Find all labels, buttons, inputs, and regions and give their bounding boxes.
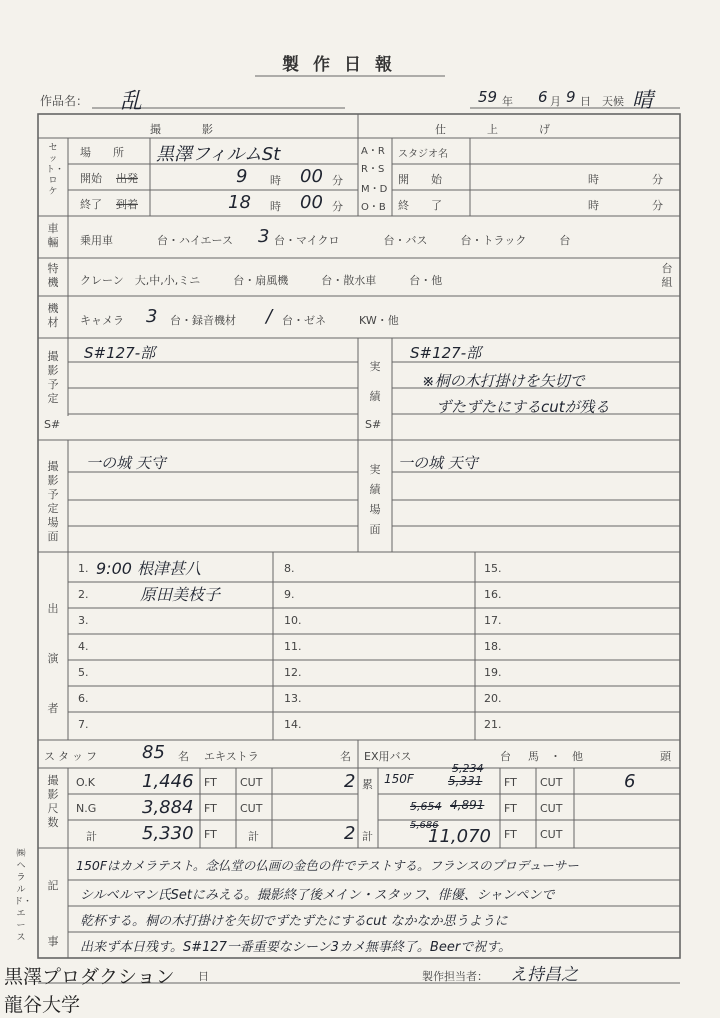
cumulative-total-label: 計 xyxy=(362,830,373,843)
end-label: 終了 xyxy=(80,198,102,211)
date-year-unit: 年 xyxy=(502,95,513,108)
notes-line-4: 出来ず本日残す。S#127一番重要なシーン3カメ無事終了。Beerで祝す。 xyxy=(80,940,512,955)
total-ft-unit: FT xyxy=(204,828,217,841)
set-location-label: セット・ロケ xyxy=(46,143,65,197)
cast-slot-17: 17. xyxy=(484,614,502,627)
end-hour: 18 xyxy=(228,192,251,213)
notes-label: 記事 xyxy=(47,879,59,948)
ok-ft-unit: FT xyxy=(204,776,217,789)
cast-slot-7: 7. xyxy=(78,718,89,731)
staff-unit: 名 xyxy=(178,750,189,763)
cast-slot-18: 18. xyxy=(484,640,502,653)
actual-scene-prefix: S# xyxy=(365,418,382,431)
start-label: 開始 xyxy=(80,172,102,185)
vehicles-label: 車輛 xyxy=(47,222,59,249)
cast-slot-16: 16. xyxy=(484,588,502,601)
code-rs: R・S xyxy=(361,164,385,175)
date-year: 59 xyxy=(478,88,498,106)
company-name-1: 黒澤プロダクション xyxy=(4,966,175,988)
printer-mark: ㈱ヘラルド・エース xyxy=(14,849,33,943)
cast-slot-21: 21. xyxy=(484,718,502,731)
notes-line-1: 150Fはカメラテスト。念仏堂の仏画の金色の件でテストする。フランスのプロデューサー xyxy=(76,858,579,873)
cumulative-ok-cut-label: CUT xyxy=(540,776,563,789)
cumulative-cut-count: 6 xyxy=(624,771,636,792)
date-month: 6 xyxy=(538,88,548,106)
cast-slot-9: 9. xyxy=(284,588,295,601)
plan-scene-value: 一の城 天守 xyxy=(86,454,166,472)
actual-label: 実績 xyxy=(369,360,381,403)
cast-slot-15: 15. xyxy=(484,562,502,575)
cast-slot-12: 12. xyxy=(284,666,302,679)
plan-value: S#127-部 xyxy=(84,344,156,362)
cast-slot-19: 19. xyxy=(484,666,502,679)
form-title: 製作日報 xyxy=(282,55,406,75)
cumulative-ng-ft-unit: FT xyxy=(504,802,517,815)
cast-slot-2: 2. xyxy=(78,588,89,601)
cast-slot-10: 10. xyxy=(284,614,302,627)
ng-footage: 3,884 xyxy=(142,797,194,818)
hiace-count: 3 xyxy=(258,226,270,247)
footer-date-hint: 日 xyxy=(198,970,209,983)
manager-value: え持昌之 xyxy=(510,965,578,985)
cast-slot-20: 20. xyxy=(484,692,502,705)
ng-cut-label: CUT xyxy=(240,802,263,815)
vehicles-text-b: 台・マイクロ 台・バス 台・トラック 台 xyxy=(274,234,571,247)
cast-slot-11: 11. xyxy=(284,640,302,653)
special-equipment-label: 特機 xyxy=(47,262,59,289)
cast-slot-5: 5. xyxy=(78,666,89,679)
plan-label: 撮影予定 xyxy=(47,350,59,405)
ng-label: N.G xyxy=(76,802,97,815)
total-cut-label: 計 xyxy=(248,830,259,843)
start-hour: 9 xyxy=(236,166,248,187)
work-name-value: 乱 xyxy=(120,89,143,114)
weather-label: 天候 xyxy=(602,95,624,108)
finish-header: 仕 上 げ xyxy=(435,123,552,136)
cast-entry-2: 原田美枝子 xyxy=(140,585,221,604)
place-label: 場 所 xyxy=(80,146,124,159)
horse-label: 馬 ・ 他 xyxy=(528,750,583,763)
date-day: 9 xyxy=(566,88,576,106)
staff-count: 85 xyxy=(142,742,165,763)
film-label: 撮影尺数 xyxy=(47,774,59,829)
start-hour-unit: 時 xyxy=(270,174,281,187)
notes-line-2: シルベルマン氏Setにみえる。撮影終了後メイン・スタッフ、俳優、シャンペンで xyxy=(80,888,555,903)
cast-label: 出演者 xyxy=(47,602,59,715)
cast-slot-13: 13. xyxy=(284,692,302,705)
actual-note-line-2: ずたずたにするcutが残る xyxy=(436,398,610,416)
plan-scene-prefix: S# xyxy=(44,418,61,431)
end-minute-unit: 分 xyxy=(332,200,343,213)
actual-value: S#127-部 xyxy=(410,344,482,362)
start-struck-label: 出発 xyxy=(116,172,138,185)
staff-label: スタッフ xyxy=(44,750,100,763)
finish-start-minute-unit: 分 xyxy=(652,173,663,186)
ng-ft-unit: FT xyxy=(204,802,217,815)
cast-slot-3: 3. xyxy=(78,614,89,627)
company-name-2: 龍谷大学 xyxy=(4,994,81,1016)
end-struck-label: 到着 xyxy=(116,198,138,211)
ok-footage: 1,446 xyxy=(142,771,194,792)
camera-count: 3 xyxy=(146,306,158,327)
code-ob: O・B xyxy=(361,202,386,213)
extra-unit: 名 xyxy=(340,750,351,763)
date-day-unit: 日 xyxy=(580,95,591,108)
ex-bus-label: EX用バス xyxy=(364,750,412,763)
actual-scene-label: 実績場面 xyxy=(369,463,381,536)
equipment-label: 機材 xyxy=(47,302,59,329)
code-ar: A・R xyxy=(361,146,385,157)
plan-scene-label: 撮影予定場面 xyxy=(47,460,59,543)
cumulative-total-struck: 5,686 xyxy=(410,820,439,831)
actual-scene-value: 一の城 天守 xyxy=(398,454,478,472)
cumulative-total-ft-unit: FT xyxy=(504,828,517,841)
work-name-label: 作品名： xyxy=(40,94,89,108)
cumulative-prefix: 150F xyxy=(384,772,414,786)
end-minute: 00 xyxy=(300,192,323,213)
horse-unit: 頭 xyxy=(660,750,671,763)
camera-label: キャメラ xyxy=(80,314,124,327)
manager-label: 製作担当者： xyxy=(422,970,488,983)
finish-end-minute-unit: 分 xyxy=(652,199,663,212)
cumulative-total-footage: 11,070 xyxy=(428,826,491,847)
finish-end-hour-unit: 時 xyxy=(588,199,599,212)
special-equipment-unit: 台組 xyxy=(661,262,673,289)
finish-start-label: 開 始 xyxy=(398,173,442,186)
total-cut-count: 2 xyxy=(344,823,356,844)
ex-bus-unit: 台 xyxy=(500,750,511,763)
cumulative-ng-struck-b: 4,891 xyxy=(450,798,485,812)
equipment-text-c: 台・ゼネ KW・他 xyxy=(282,314,399,327)
cast-entry-1: 9:00 根津甚八 xyxy=(96,559,202,578)
weather-value: 晴 xyxy=(632,88,653,112)
sound-count: / xyxy=(266,306,273,327)
cast-slot-8: 8. xyxy=(284,562,295,575)
cumulative-ng-cut-label: CUT xyxy=(540,802,563,815)
notes-line-3: 乾杯する。桐の木打掛けを矢切でずたずたにするcut なかなか思うように xyxy=(80,914,508,929)
equipment-text-b: 台・録音機材 xyxy=(170,314,236,327)
cumulative-ng-struck-a: 5,654 xyxy=(410,800,442,813)
total-footage: 5,330 xyxy=(142,823,194,844)
finish-start-hour-unit: 時 xyxy=(588,173,599,186)
start-minute-unit: 分 xyxy=(332,174,343,187)
actual-note-line-1: ※桐の木打掛けを矢切で xyxy=(422,372,585,390)
cumulative-total-cut-label: CUT xyxy=(540,828,563,841)
special-equipment-text: クレーン 大,中,小,ミニ 台・扇風機 台・散水車 台・他 xyxy=(80,274,443,287)
ok-cut-label: CUT xyxy=(240,776,263,789)
cast-slot-1: 1. xyxy=(78,562,89,575)
vehicles-text-a: 乗用車 台・ハイエース xyxy=(80,234,234,247)
cast-slot-4: 4. xyxy=(78,640,89,653)
cast-slot-6: 6. xyxy=(78,692,89,705)
extra-label: エキストラ xyxy=(204,750,259,763)
ok-cut-count: 2 xyxy=(344,771,356,792)
cumulative-label: 累 xyxy=(362,778,373,791)
start-minute: 00 xyxy=(300,166,323,187)
total-label: 計 xyxy=(86,830,97,843)
shoot-header: 撮 影 xyxy=(150,123,215,136)
ok-label: O.K xyxy=(76,776,95,789)
end-hour-unit: 時 xyxy=(270,200,281,213)
place-value: 黒澤フィルムSt xyxy=(156,144,281,165)
date-month-unit: 月 xyxy=(550,95,561,108)
studio-name-label: スタジオ名 xyxy=(398,149,448,160)
finish-end-label: 終 了 xyxy=(398,199,442,212)
cumulative-ok-struck-a: 5,234 xyxy=(452,762,484,775)
cumulative-ok-ft-unit: FT xyxy=(504,776,517,789)
cumulative-ok-struck-b: 5,331 xyxy=(448,774,483,788)
cast-slot-14: 14. xyxy=(284,718,302,731)
code-md: M・D xyxy=(361,184,388,195)
